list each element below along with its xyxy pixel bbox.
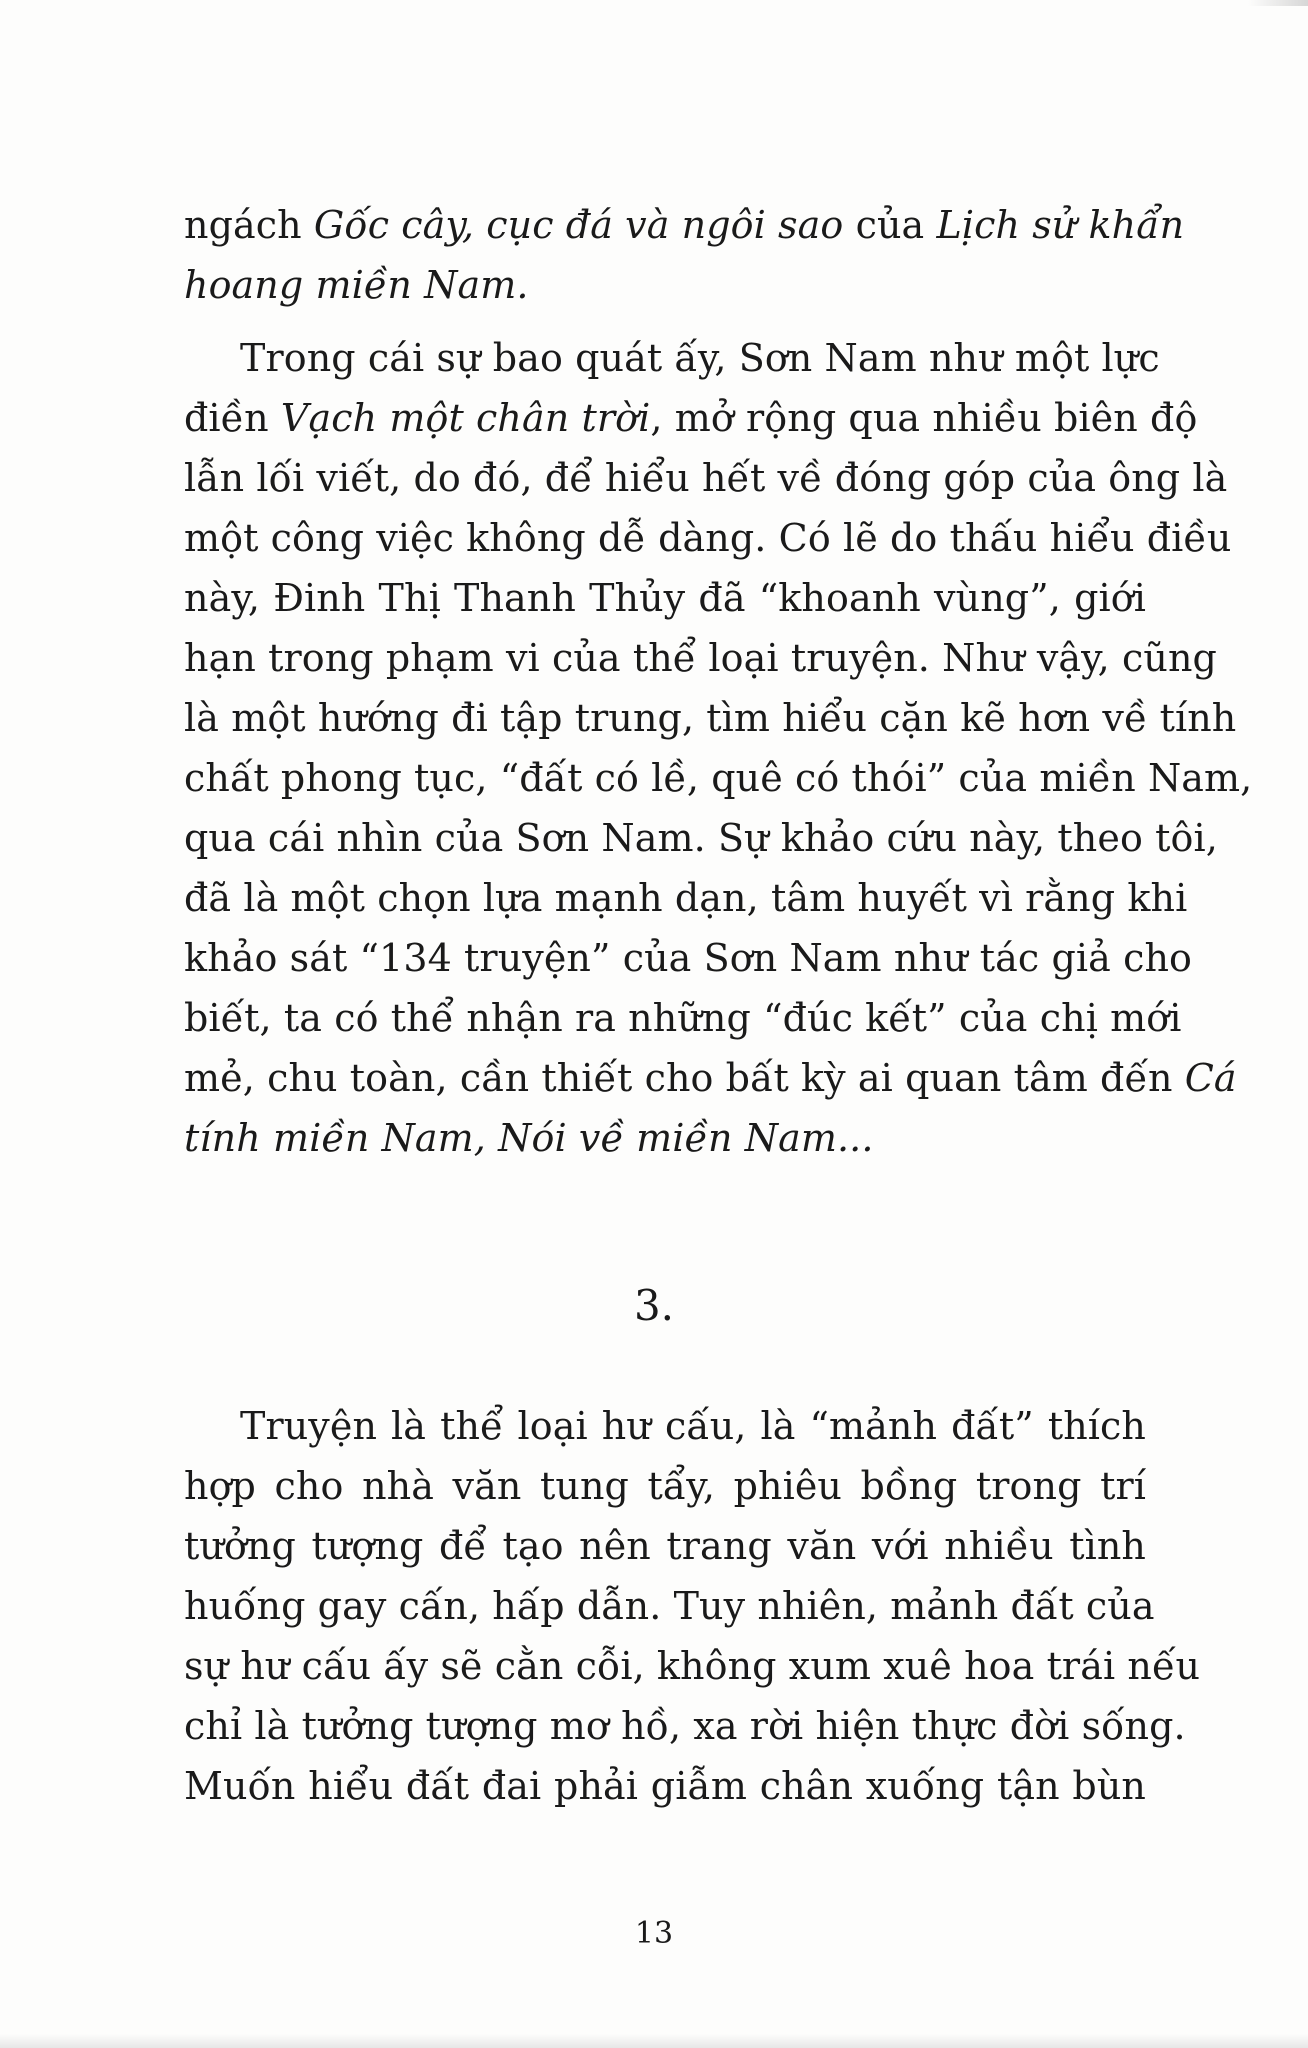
text-line: huống gay cấn, hấp dẫn. Tuy nhiên, mảnh đất của: [184, 1584, 1155, 1628]
text-line: Truyện là thể loại hư cấu, là “mảnh đất” thích: [240, 1404, 1146, 1448]
text-line: hợp cho nhà văn tung tẩy, phiêu bồng trong trí: [184, 1464, 1146, 1508]
paragraph-continued: [184, 195, 1185, 315]
text-line: qua cái nhìn của Sơn Nam. Sự khảo cứu này, theo tôi,: [184, 816, 1218, 860]
text-line: hoang miền Nam.: [184, 263, 529, 307]
text-line: lẫn lối viết, do đó, để hiểu hết về đóng góp của ông là: [184, 456, 1228, 500]
text-line: là một hướng đi tập trung, tìm hiểu cặn kẽ hơn về tính: [184, 696, 1237, 740]
text-line: đã là một chọn lựa mạnh dạn, tâm huyết vì rằng khi: [184, 876, 1188, 920]
text-line: một công việc không dễ dàng. Có lẽ do thấu hiểu điều: [184, 516, 1232, 560]
text-line: ngách Gốc cây, cục đá và ngôi sao của Lịch sử khẩn: [184, 203, 1185, 247]
text-line: Trong cái sự bao quát ấy, Sơn Nam như một lực: [240, 336, 1160, 380]
scan-bottom-shadow: [0, 2034, 1308, 2048]
text-line: chỉ là tưởng tượng mơ hồ, xa rời hiện thực đời sống.: [184, 1704, 1186, 1748]
text-line: điền Vạch một chân trời, mở rộng qua nhiều biên độ: [184, 396, 1198, 440]
paragraph-2: [184, 328, 1253, 1168]
text-line: tính miền Nam, Nói về miền Nam...: [184, 1116, 874, 1160]
text-line: tưởng tượng để tạo nên trang văn với nhiều tình: [184, 1524, 1146, 1568]
text-line: sự hư cấu ấy sẽ cằn cỗi, không xum xuê hoa trái nếu: [184, 1644, 1201, 1688]
scan-edge-shadow: [1248, 0, 1308, 6]
text-line: Muốn hiểu đất đai phải giẫm chân xuống tận bùn: [184, 1764, 1146, 1808]
text-line: hạn trong phạm vi của thể loại truyện. Như vậy, cũng: [184, 636, 1217, 680]
text-line: biết, ta có thể nhận ra những “đúc kết” của chị mới: [184, 996, 1182, 1040]
page-number: 13: [634, 1916, 674, 1951]
text-line: này, Đinh Thị Thanh Thủy đã “khoanh vùng”, giới: [184, 576, 1146, 620]
text-line: chất phong tục, “đất có lề, quê có thói” của miền Nam,: [184, 756, 1253, 800]
text-line: mẻ, chu toàn, cần thiết cho bất kỳ ai quan tâm đến Cá: [184, 1056, 1237, 1100]
section-heading: 3.: [633, 1281, 675, 1330]
paragraph-3: [184, 1396, 1201, 1816]
text-line: khảo sát “134 truyện” của Sơn Nam như tác giả cho: [184, 936, 1193, 980]
